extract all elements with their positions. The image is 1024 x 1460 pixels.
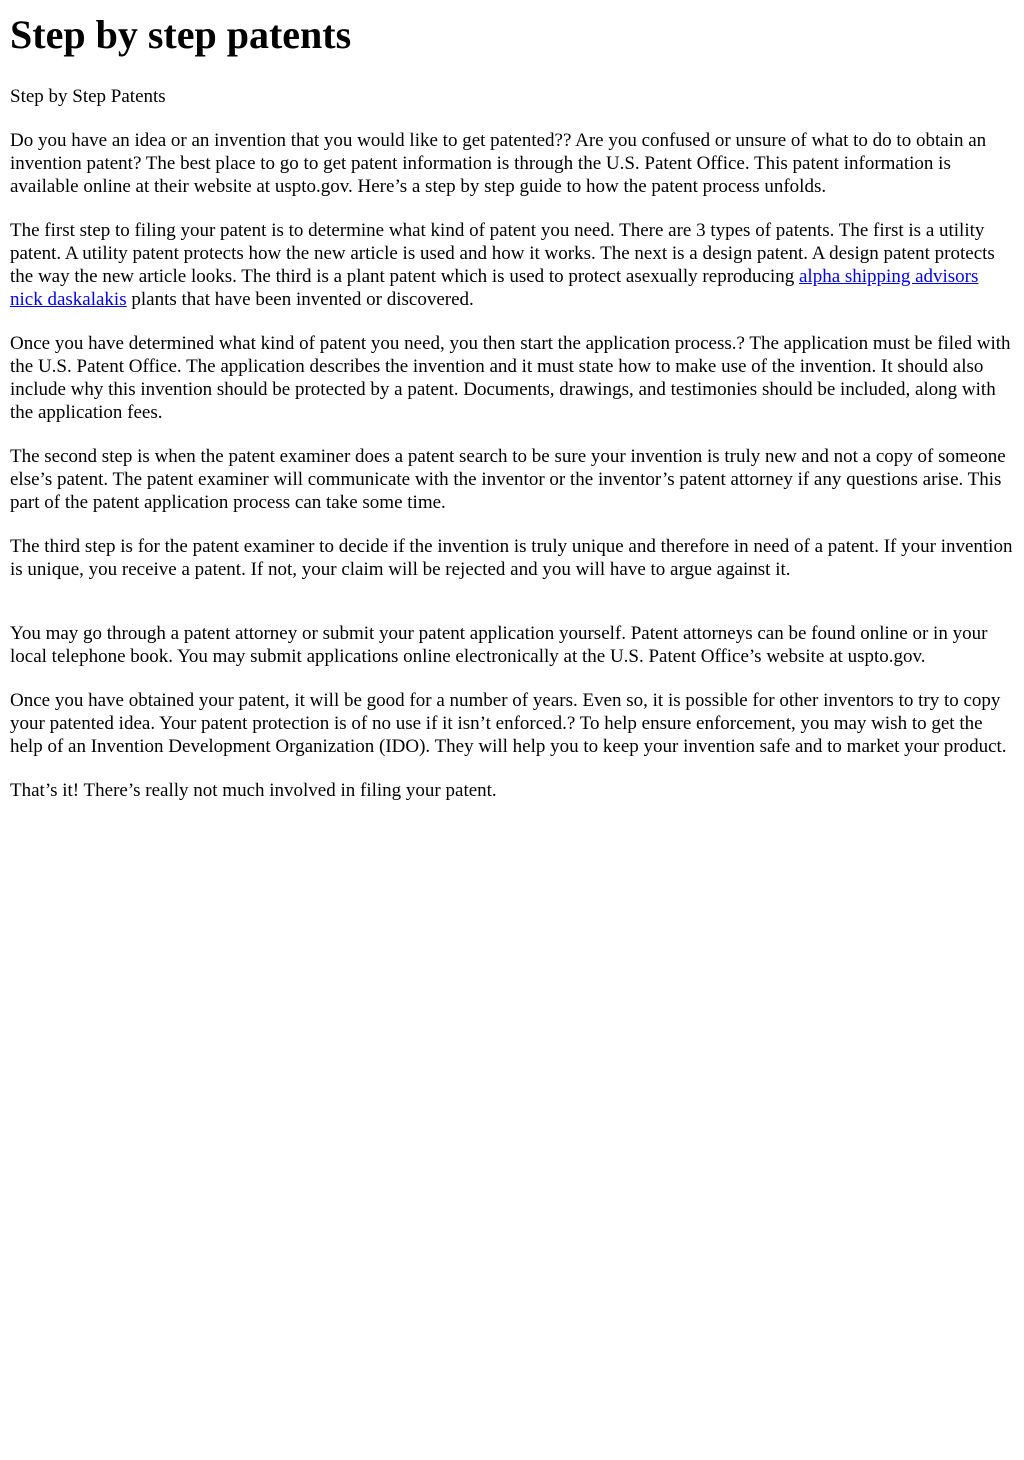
paragraph-application-process: Once you have determined what kind of patent you need, you then start the application process.? The application must be filed with the U.S. Patent Office. The application describes the invention and it must state how to make use of the invention. It should also include why this invention should be protected by a patent. Documents, drawings, and testimonies should be included, along with the application fees.	[10, 333, 1011, 423]
paragraph-third-step: The third step is for the patent examiner to decide if the invention is truly unique and therefore in need of a patent. If your invention is unique, you receive a patent. If not, your claim will be rejected and you will have to argue against it.	[10, 536, 1013, 580]
paragraph-patent-types-text-start: The first step to filing your patent is to determine what kind of patent you need. There are 3 types of patents. The first is a utility patent. A utility patent protects how the new article is used and how it works. The next is a design patent. A design patent protects the way the new article looks. The third is a plant patent which is used to protect asexually reproducing	[10, 220, 995, 287]
paragraph-enforcement: Once you have obtained your patent, it will be good for a number of years. Even so, it is possible for other inventors to try to copy your patented idea. Your patent protection is of no use if it isn’t enforced.? To help ensure enforcement, you may wish to get the help of an Invention Development Organization (IDO). They will help you to keep your invention safe and to market your product.	[10, 690, 1007, 757]
article-subtitle: Step by Step Patents	[10, 86, 166, 107]
paragraph-patent-types	[10, 219, 1014, 311]
paragraph-conclusion: That’s it! There’s really not much involved in filing your patent.	[10, 780, 497, 801]
paragraph-patent-types-text-end: plants that have been invented or discovered.	[126, 289, 474, 310]
page-title: Step by step patents	[10, 12, 352, 57]
paragraph-second-step: The second step is when the patent examiner does a patent search to be sure your invention is truly new and not a copy of someone else’s patent. The patent examiner will communicate with the inventor or the inventor’s patent attorney if any questions arise. This part of the patent application process can take some time.	[10, 446, 1006, 513]
paragraph-intro: Do you have an idea or an invention that you would like to get patented?? Are you confused or unsure of what to do to obtain an invention patent? The best place to go to get patent information is through the U.S. Patent Office. This patent information is available online at their website at uspto.gov. Here’s a step by step guide to how the patent process unfolds.	[10, 130, 987, 197]
paragraph-patent-attorney: You may go through a patent attorney or submit your patent application yourself. Patent attorneys can be found online or in your local telephone book. You may submit applications online electronically at the U.S. Patent Office’s website at uspto.gov.	[10, 623, 988, 667]
alpha-shipping-link[interactable]: alpha shipping advisors nick daskalakis	[10, 266, 979, 310]
